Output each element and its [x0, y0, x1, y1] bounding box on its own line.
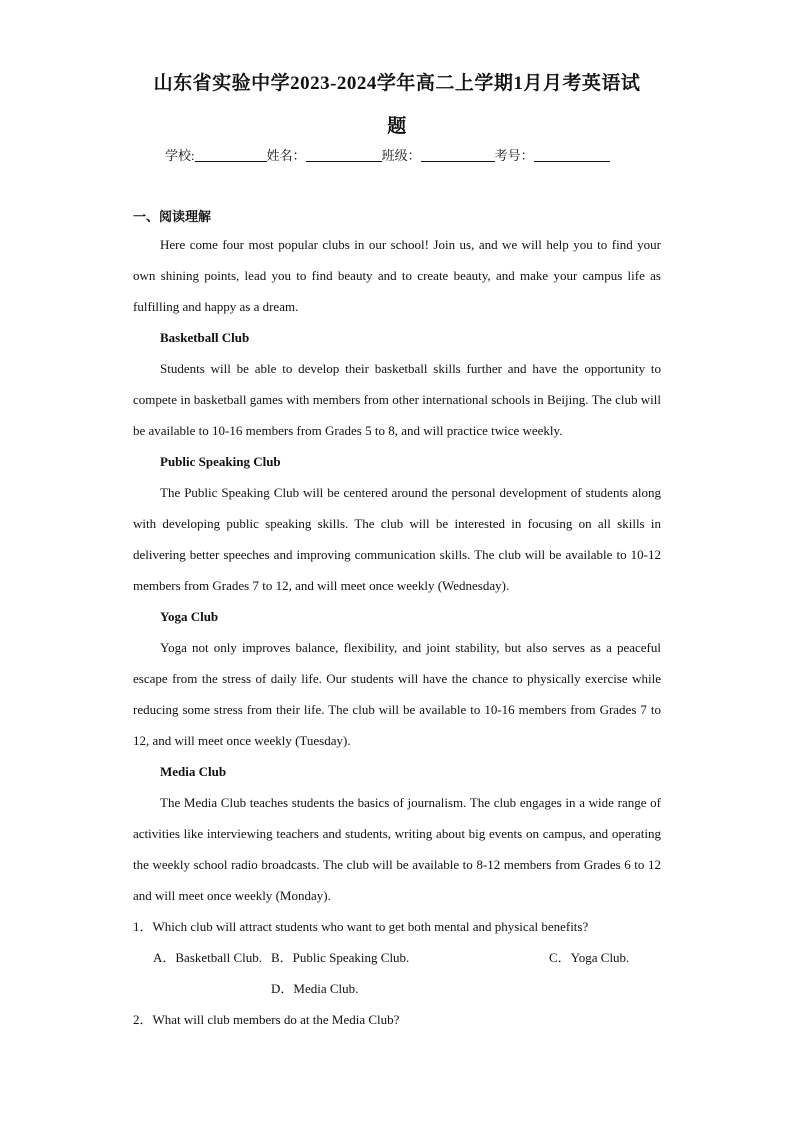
club-heading-media: Media Club [160, 764, 227, 779]
question-1-stem: 1．Which club will attract students who want to get both mental and physical benefits? [133, 919, 589, 934]
section-heading: 一、阅读理解 [133, 209, 212, 224]
name-blank[interactable] [306, 148, 382, 162]
question-2-stem: 2．What will club members do at the Media Club? [133, 1012, 400, 1027]
class-label: 班级： [381, 148, 421, 163]
number-label: 考号： [494, 148, 534, 163]
club-text-public-speaking: The Public Speaking Club will be centered around the personal development of students along with developing public speaking skills. The club will be interested in focusing on all skills in delivering better speeches and improving communication skills. The club will be available to 10-12 members from Grades 7 to 12, and will meet once weekly (Wednesday). [133, 485, 661, 593]
club-heading-basketball: Basketball Club [160, 330, 250, 345]
option-d[interactable]: D．Media Club. [271, 981, 359, 996]
school-blank[interactable] [195, 148, 267, 162]
club-text-basketball: Students will be able to develop their basketball skills further and have the opportunity to compete in basketball games with members from other international schools in Beijing. The club will be available to 10-16 members from Grades 5 to 8, and will practice twice weekly. [133, 361, 661, 438]
student-info-line [165, 145, 610, 164]
number-blank[interactable] [534, 148, 610, 162]
school-label: 学校: [165, 148, 195, 163]
reading-passage [133, 229, 661, 1035]
name-label: 姓名： [266, 148, 306, 163]
option-c[interactable]: C．Yoga Club. [549, 950, 630, 965]
club-text-yoga: Yoga not only improves balance, flexibility, and joint stability, but also serves as a peaceful escape from the stress of daily life. Our students will have the chance to physically exercise while reducing some stress from their life. The club will be available to 10-16 members from Grades 7 to 12, and will meet once weekly (Tuesday). [133, 640, 661, 748]
club-heading-public-speaking: Public Speaking Club [160, 454, 281, 469]
page-title: 山东省实验中学2023-2024学年高二上学期1月月考英语试 [153, 73, 641, 94]
page-title-continued: 题 [387, 116, 407, 137]
option-a[interactable]: A．Basketball Club. [153, 950, 263, 965]
intro-paragraph: Here come four most popular clubs in our school! Join us, and we will help you to find your own shining points, lead you to find beauty and to create beauty, and make your campus life as fulfilling and happy as a dream. [133, 237, 661, 314]
option-b[interactable]: B．Public Speaking Club. [271, 950, 410, 965]
class-blank[interactable] [421, 148, 495, 162]
question-1-options [133, 942, 661, 1004]
club-text-media: The Media Club teaches students the basics of journalism. The club engages in a wide range of activities like interviewing teachers and students, writing about big events on campus, and operating the weekly school radio broadcasts. The club will be available to 8-12 members from Grades 6 to 12 and will meet once weekly (Monday). [133, 795, 661, 903]
club-heading-yoga: Yoga Club [160, 609, 219, 624]
